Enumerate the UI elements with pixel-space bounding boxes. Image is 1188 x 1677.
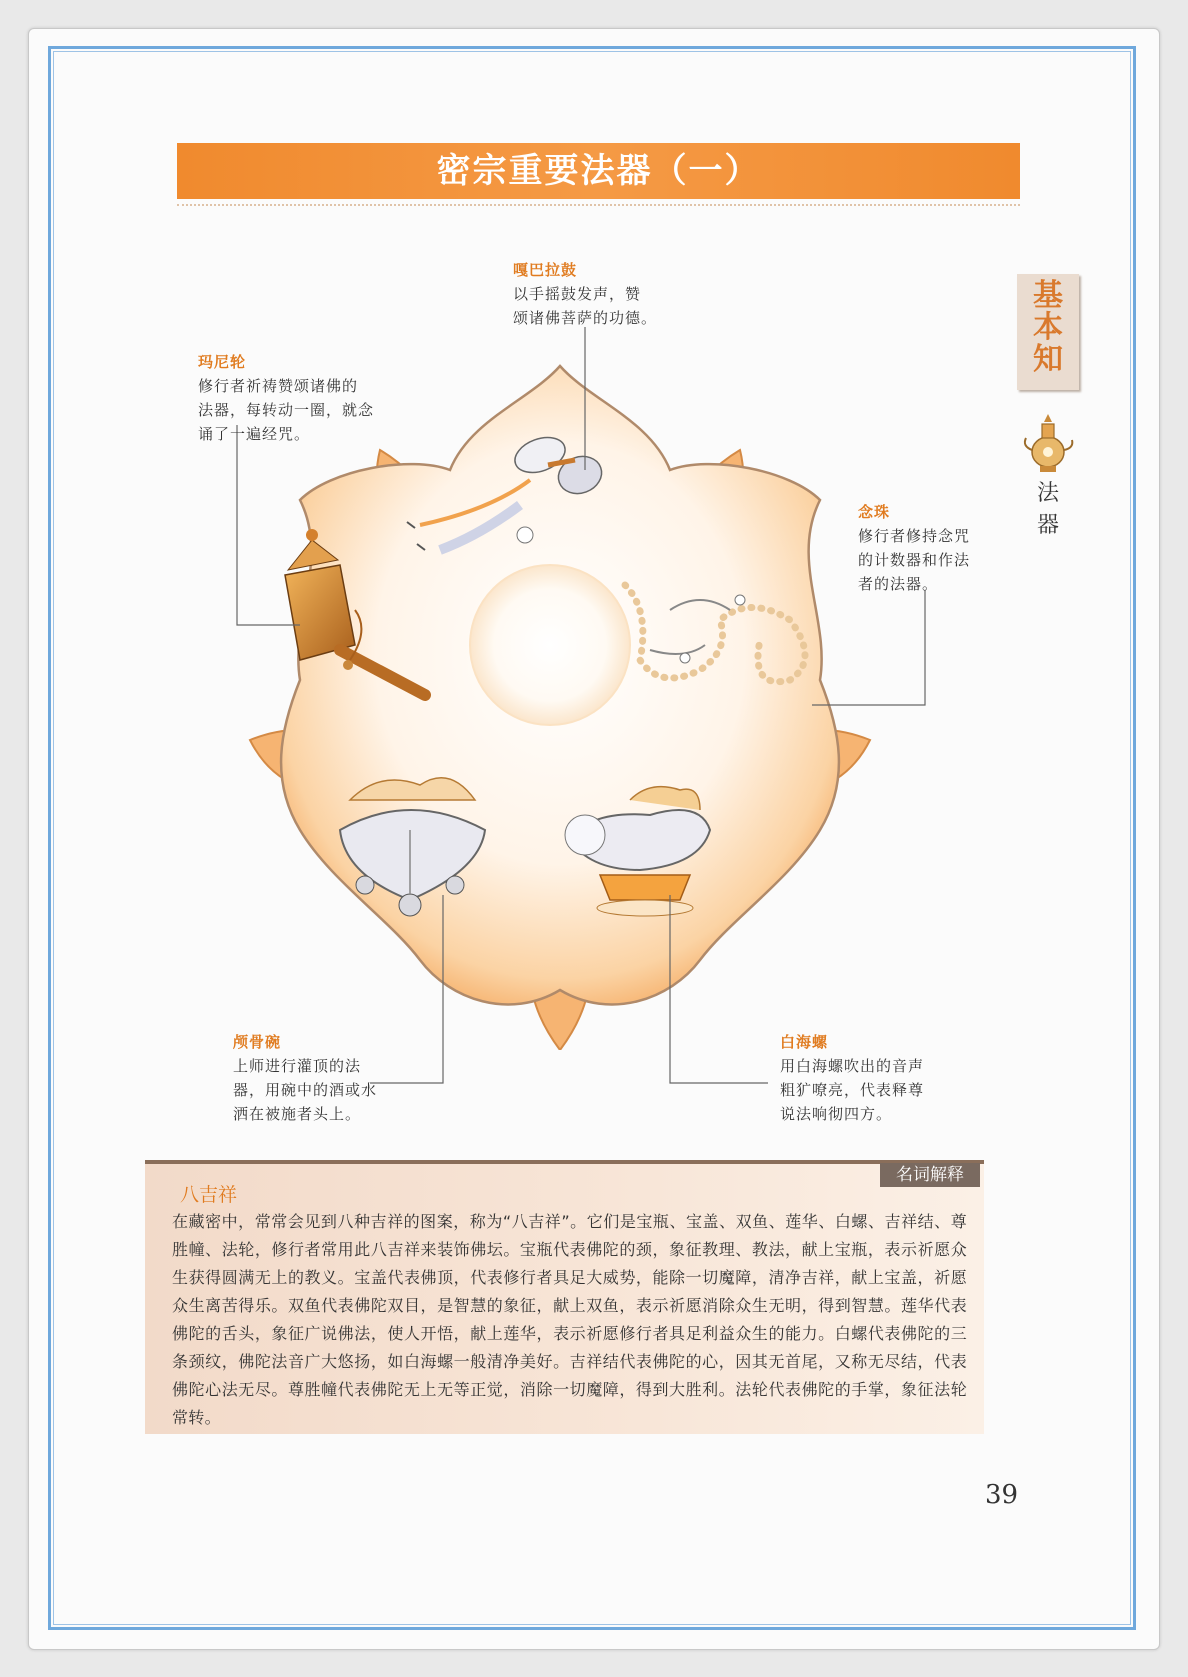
callout-line: 用白海螺吹出的音声 xyxy=(780,1057,925,1075)
callout-line: 的计数器和作法 xyxy=(858,551,971,569)
side-tab-char: 知 xyxy=(1033,342,1063,377)
side-tab-char: 基 xyxy=(1033,278,1063,313)
side-tab[interactable] xyxy=(1017,274,1079,390)
callout-line: 修行者祈祷赞颂诸佛的 xyxy=(198,377,359,395)
callout-line: 粗犷嘹亮，代表释尊 xyxy=(780,1081,925,1099)
page-number: 39 xyxy=(985,1480,1019,1510)
callout-line: 法器，每转动一圈，就念 xyxy=(198,401,375,419)
section-label-char: 器 xyxy=(1036,513,1059,538)
callout-line: 说法响彻四方。 xyxy=(780,1105,893,1123)
callout-line: 以手摇鼓发声，赞 xyxy=(513,285,642,303)
page-title: 密宗重要法器（一） xyxy=(177,143,1020,199)
callout-line: 诵了一遍经咒。 xyxy=(198,425,311,443)
center-glow xyxy=(470,565,630,725)
callout-title: 念珠 xyxy=(858,503,891,521)
callout-title: 颅骨碗 xyxy=(233,1033,282,1051)
title-underline xyxy=(177,204,1020,206)
glossary-top-rule xyxy=(145,1160,984,1164)
lotus-diagram xyxy=(230,360,890,1050)
callout-title: 白海螺 xyxy=(780,1033,829,1051)
callout-title: 玛尼轮 xyxy=(198,353,247,371)
callout-mala xyxy=(858,500,970,596)
callout-kapala xyxy=(233,1030,377,1126)
section-label xyxy=(1025,478,1071,542)
glossary-term: 八吉祥 xyxy=(180,1184,238,1206)
callout-damaru xyxy=(513,258,657,330)
callout-prayer-wheel xyxy=(198,350,374,446)
side-tab-char: 本 xyxy=(1033,310,1063,345)
ritual-vase-icon xyxy=(1020,410,1076,480)
callout-line: 洒在被施者头上。 xyxy=(233,1105,362,1123)
glossary-text: 在藏密中，常常会见到八种吉祥的图案，称为“八吉祥”。它们是宝瓶、宝盖、双鱼、莲华、白螺、吉祥结、尊胜幢、法轮，修行者常用此八吉祥来装饰佛坛。宝瓶代表佛陀的颈，象征教理、教法，献上宝瓶，表示祈愿众生获得圆满无上的教义。宝盖代表佛顶，代表修行者具足大威势，能除一切魔障，清净吉祥，献上宝盖，祈愿众生离苦得乐。双鱼代表佛陀双目，是智慧的象征，献上双鱼，表示祈愿消除众生无明，得到智慧。莲华代表佛陀的舌头，象征广说佛法，使人开悟，献上莲华，表示祈愿修行者具足利益众生的能力。白螺代表佛陀的三条颈纹，佛陀法音广大悠扬，如白海螺一般清净美好。吉祥结代表佛陀的心，因其无首尾，又称无尽结，代表佛陀心法无尽。尊胜幢代表佛陀无上无等正觉，消除一切魔障，得到大胜利。法轮代表佛陀的手掌，象征法轮常转。 xyxy=(172,1212,967,1427)
callout-title: 嘎巴拉鼓 xyxy=(513,261,578,279)
section-label-char: 法 xyxy=(1036,481,1059,506)
callout-line: 器，用碗中的酒或水 xyxy=(233,1081,378,1099)
callout-line: 者的法器。 xyxy=(858,575,939,593)
callout-line: 上师进行灌顶的法 xyxy=(233,1057,362,1075)
callout-line: 颂诸佛菩萨的功德。 xyxy=(513,309,658,327)
callout-conch xyxy=(780,1030,924,1126)
glossary-badge: 名词解释 xyxy=(880,1163,980,1187)
callout-line: 修行者修持念咒 xyxy=(858,527,971,545)
